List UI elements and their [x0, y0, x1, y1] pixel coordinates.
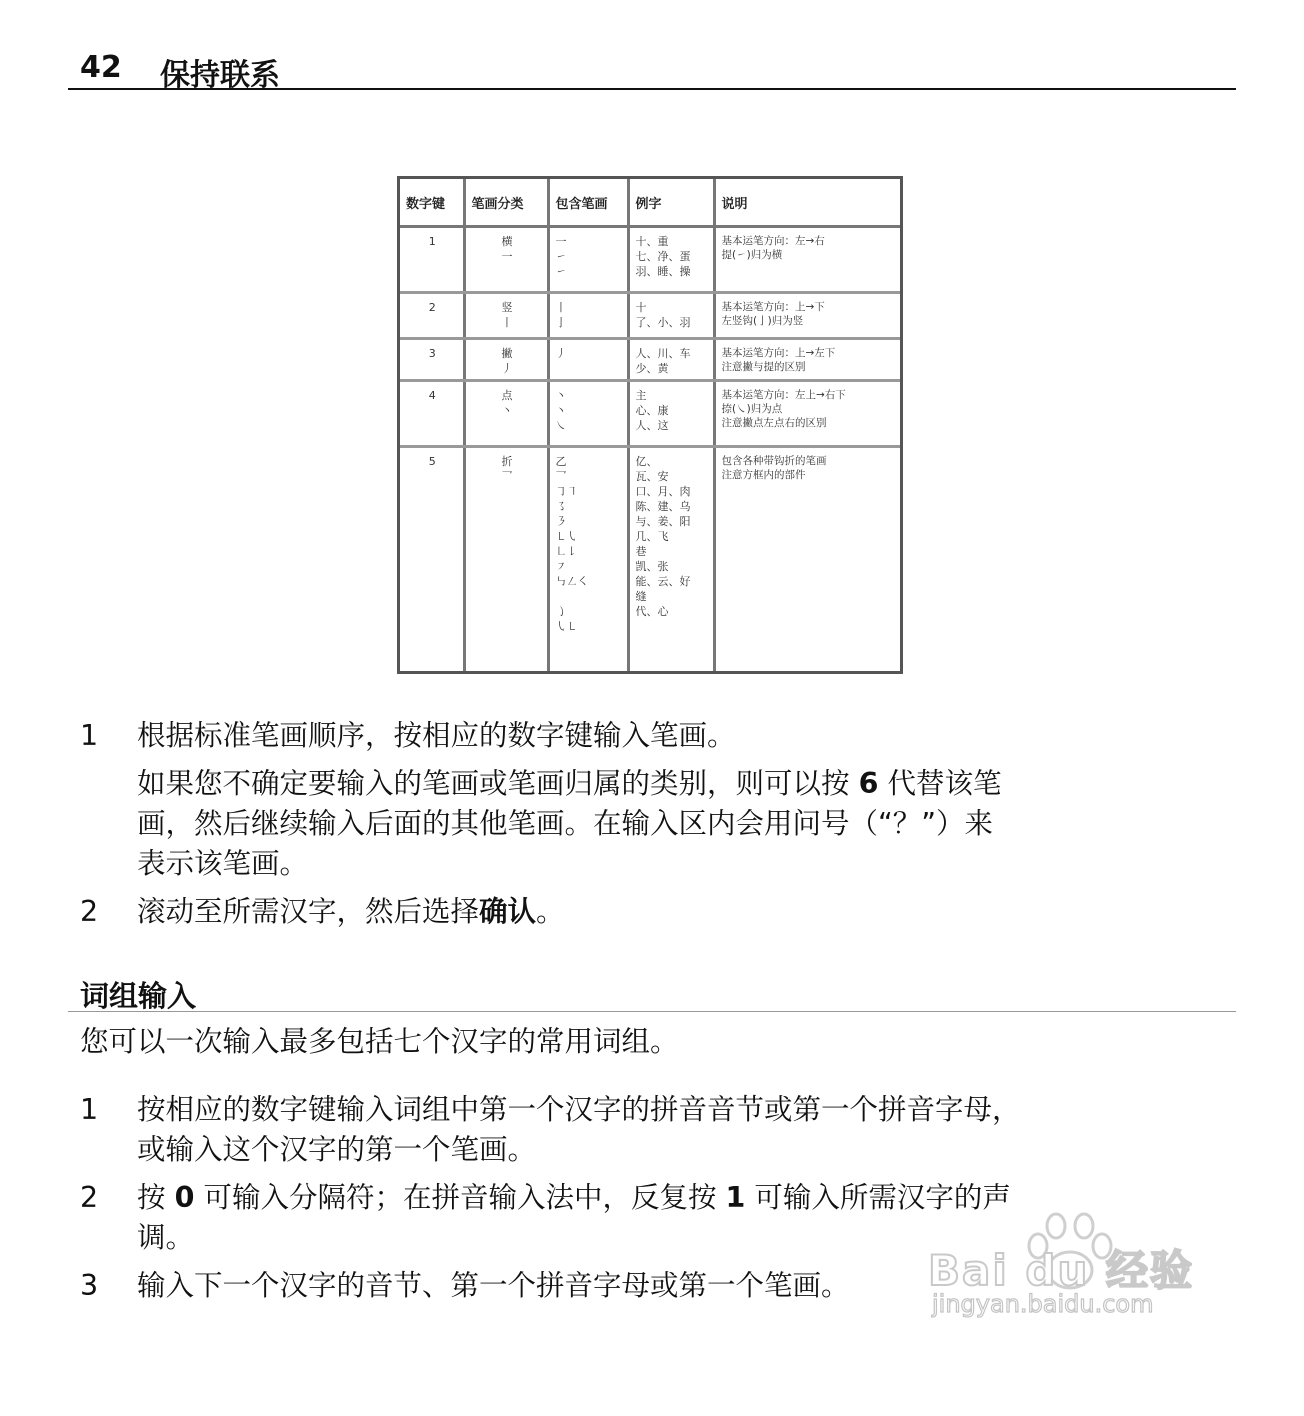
table-row	[400, 227, 900, 293]
step-text-part: 滚动至所需汉字，然后选择	[137, 895, 480, 928]
description-cell: 基本运笔方向：左上→右下 捺(㇏)归为点 注意撇点左点右的区别	[714, 381, 900, 447]
step-text-part: 。	[536, 895, 565, 928]
table-header-row	[400, 179, 900, 227]
strokes-cell: 丨 亅	[548, 293, 628, 339]
step-number: 2	[80, 895, 99, 928]
page-title: 保持联系	[160, 58, 280, 93]
column-header: 例字	[628, 179, 714, 227]
category-cell: 横 一	[464, 227, 548, 293]
note-line: 画，然后继续输入后面的其他笔画。在输入区内会用问号（“？”）来	[137, 807, 994, 840]
column-header: 说明	[714, 179, 900, 227]
step-text: 调。	[137, 1221, 195, 1254]
step-text: 或输入这个汉字的第一个笔画。	[137, 1133, 537, 1166]
category-cell: 撇 丿	[464, 339, 548, 381]
column-header: 包含笔画	[548, 179, 628, 227]
description-cell: 包含各种带钩折的笔画 注意方框内的部件	[721, 455, 827, 481]
examples-cell: 人、川、车 少、黄	[628, 339, 714, 381]
note-line	[137, 764, 1001, 804]
confirm-label: 确认	[479, 895, 537, 928]
column-header: 数字键	[400, 179, 464, 227]
note-text: 如果您不确定要输入的笔画或笔画归属的类别，则可以按	[137, 767, 859, 800]
table-row	[400, 381, 900, 447]
section-divider	[68, 1011, 1236, 1012]
section-title: 词组输入	[80, 979, 197, 1013]
watermark-url: jingyan.baidu.com	[932, 1290, 1154, 1318]
step-text	[137, 892, 565, 932]
section-intro: 您可以一次输入最多包括七个汉字的常用词组。	[80, 1025, 679, 1058]
step-text-part: 可输入分隔符；在拼音输入法中，反复按	[194, 1181, 726, 1214]
table-row	[400, 339, 900, 381]
step-number: 2	[80, 1181, 99, 1214]
step-text-part: 按	[137, 1181, 175, 1214]
step-text-part: 可输入所需汉字的声	[745, 1181, 1011, 1214]
examples-cell: 亿、 瓦、安 口、月、肉 陈、建、乌 与、姜、阳 几、飞 巷 凯、张 能、云、好 缝 代、心	[628, 447, 714, 672]
step-number: 3	[80, 1269, 99, 1302]
table-row	[400, 293, 900, 339]
description-cell: 基本运笔方向：上→下 左竖钩(亅)归为竖	[714, 293, 900, 339]
key-cell: 5	[400, 447, 464, 672]
step-text: 根据标准笔画顺序，按相应的数字键输入笔画。	[137, 719, 736, 752]
description-cell: 基本运笔方向：左→右 提(㇀)归为横	[714, 227, 900, 293]
key-cell: 3	[400, 339, 464, 381]
key-cell: 4	[400, 381, 464, 447]
category-cell: 点 丶	[464, 381, 548, 447]
stroke-table	[397, 176, 903, 674]
baidu-watermark	[924, 1226, 1224, 1356]
key-6-label: 6	[858, 767, 879, 800]
examples-cell: 主 心、康 人、这	[628, 381, 714, 447]
table-row	[400, 447, 900, 672]
note-text: 代替该笔	[878, 767, 1002, 800]
examples-cell: 十、重 七、净、蛋 羽、睡、操	[628, 227, 714, 293]
step-number: 1	[80, 1093, 99, 1126]
page-header	[68, 40, 1236, 93]
key-cell: 2	[400, 293, 464, 339]
note-line: 表示该笔画。	[137, 847, 309, 880]
watermark-brand: Bai du 经验	[928, 1246, 1194, 1295]
step-number: 1	[80, 719, 99, 752]
step-text: 按相应的数字键输入词组中第一个汉字的拼音音节或第一个拼音字母，	[137, 1093, 1021, 1126]
description-cell: 基本运笔方向：上→左下 注意撇与提的区别	[714, 339, 900, 381]
key-1-label: 1	[725, 1181, 746, 1214]
step-text	[137, 1178, 1011, 1218]
key-cell: 1	[400, 227, 464, 293]
column-header: 笔画分类	[464, 179, 548, 227]
key-0-label: 0	[174, 1181, 195, 1214]
strokes-cell: 一 ㇀ ㇀	[548, 227, 628, 293]
strokes-cell: 丿	[548, 339, 628, 381]
examples-cell: 十 了、小、羽	[628, 293, 714, 339]
category-cell: 折 乛	[464, 447, 548, 672]
step-text: 输入下一个汉字的音节、第一个拼音字母或第一个笔画。	[137, 1269, 850, 1302]
page-number: 42	[80, 50, 122, 85]
strokes-cell: 乙 乛 ㇆㇕ ㇌ ㇋ ㇄㇂ ㇗㇙ ㇇ ㇉㇜㇛ ㇁ ㇂㇄	[548, 447, 628, 672]
strokes-cell: 丶 丶 ㇏	[548, 381, 628, 447]
category-cell: 竖 丨	[464, 293, 548, 339]
